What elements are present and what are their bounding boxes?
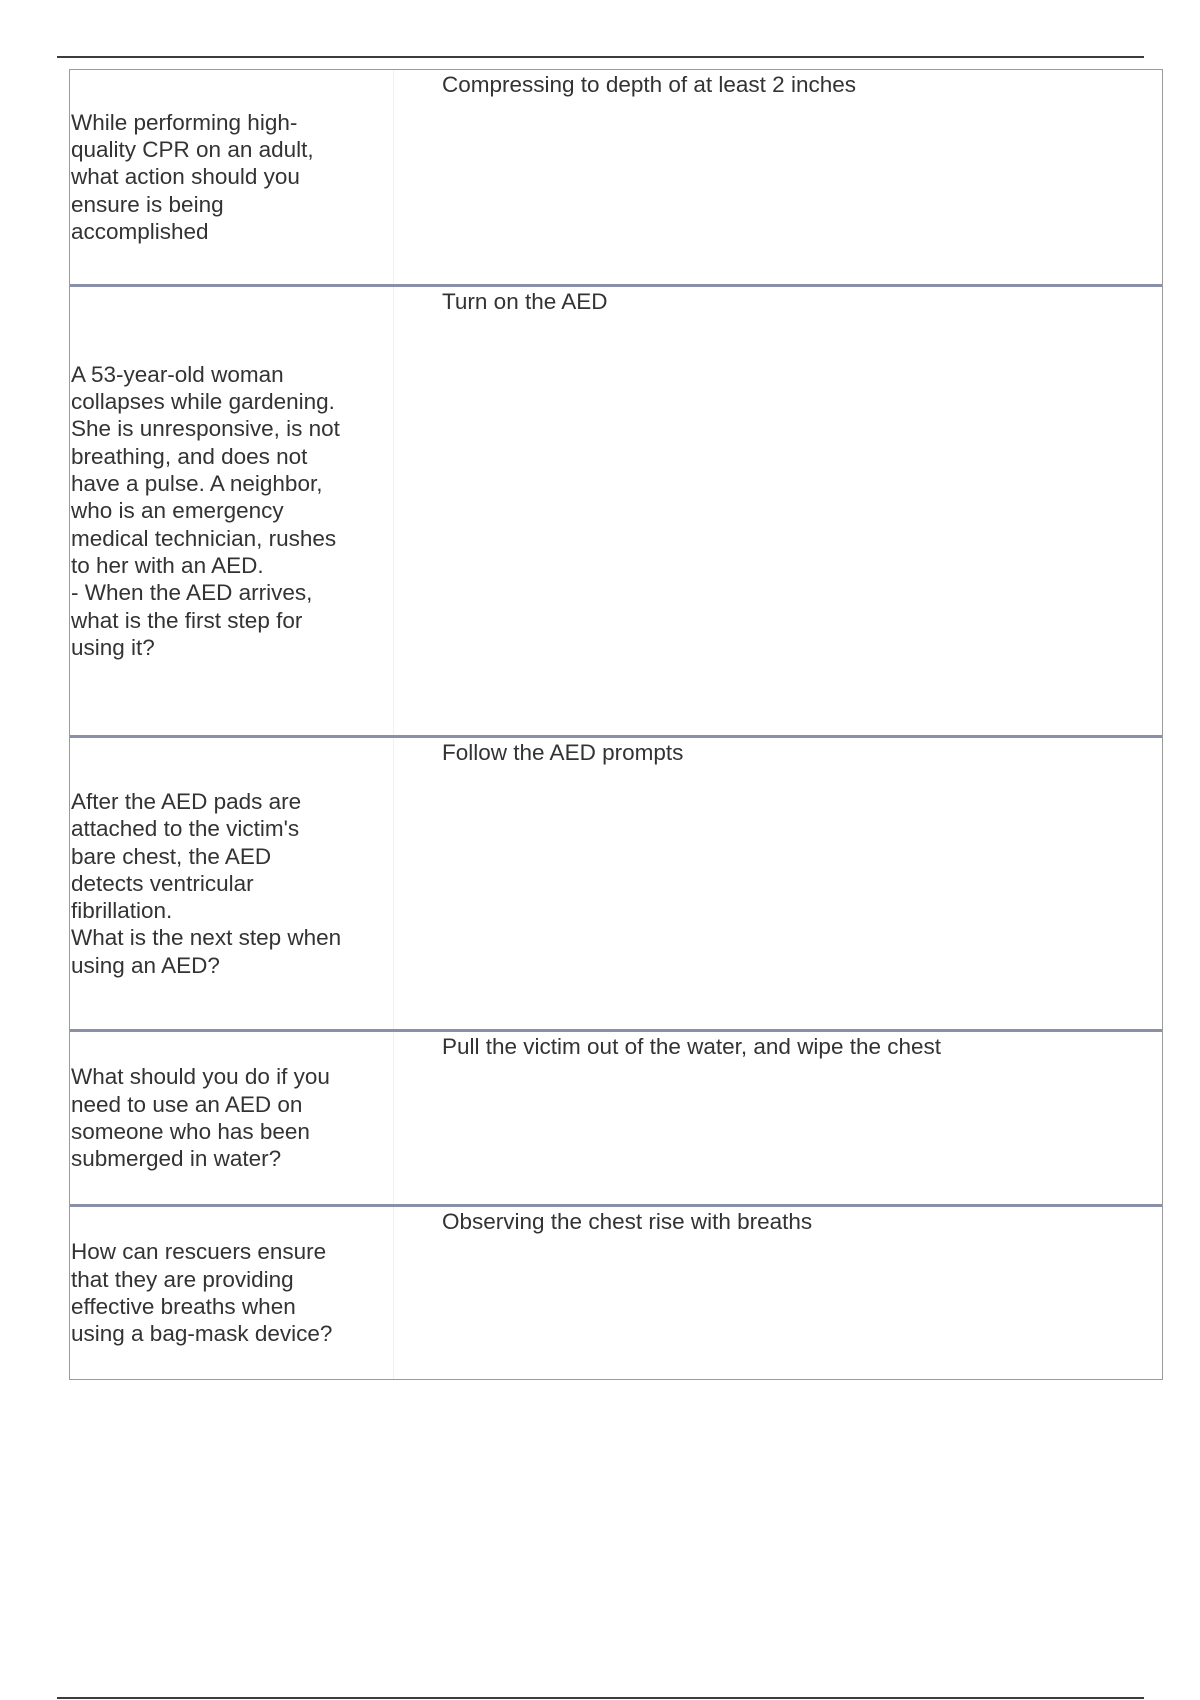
- definition-cell: [394, 1032, 1162, 1204]
- definition-text: Compressing to depth of at least 2 inches: [442, 72, 856, 97]
- flashcard-row: [70, 1204, 1162, 1379]
- definition-text: Observing the chest rise with breaths: [442, 1209, 813, 1234]
- term-cell: [70, 1207, 394, 1379]
- term-cell: [70, 287, 394, 735]
- term-text: What should you do if you need to use an AED on someone who has been submerged in water?: [71, 1064, 330, 1172]
- header-rule: [57, 56, 1144, 58]
- definition-text: Pull the victim out of the water, and wipe the chest: [442, 1034, 942, 1059]
- definition-cell: [394, 70, 1162, 284]
- definition-cell: [394, 1207, 1162, 1379]
- term-cell: [70, 738, 394, 1029]
- term-text: While performing high- quality CPR on an adult, what action should you ensure is being accomplished: [71, 109, 314, 244]
- term-cell: [70, 70, 394, 284]
- term-cell: [70, 1032, 394, 1204]
- definition-cell: [394, 738, 1162, 1029]
- definition-cell: [394, 287, 1162, 735]
- term-text: After the AED pads are attached to the victim's bare chest, the AED detects ventricular fibrillation. What is the next step when using an AED?: [71, 788, 342, 978]
- flashcard-row: [70, 735, 1162, 1029]
- flashcard-row: [70, 284, 1162, 735]
- term-text: A 53-year-old woman collapses while gardening. She is unresponsive, is not breathing, and does not have a pulse. A neighbor, who is an emergency medical technician, rushes to her with an AED. - When the AED arrives, what is the first step for using it?: [71, 361, 340, 660]
- definition-text: Follow the AED prompts: [442, 740, 684, 765]
- footer-rule: [57, 1697, 1144, 1699]
- definition-text: Turn on the AED: [442, 289, 608, 314]
- flashcard-row: [70, 1029, 1162, 1204]
- flashcard-row: [70, 70, 1162, 284]
- flashcard-table: [69, 69, 1163, 1380]
- term-text: How can rescuers ensure that they are providing effective breaths when using a bag-mask device?: [71, 1239, 333, 1347]
